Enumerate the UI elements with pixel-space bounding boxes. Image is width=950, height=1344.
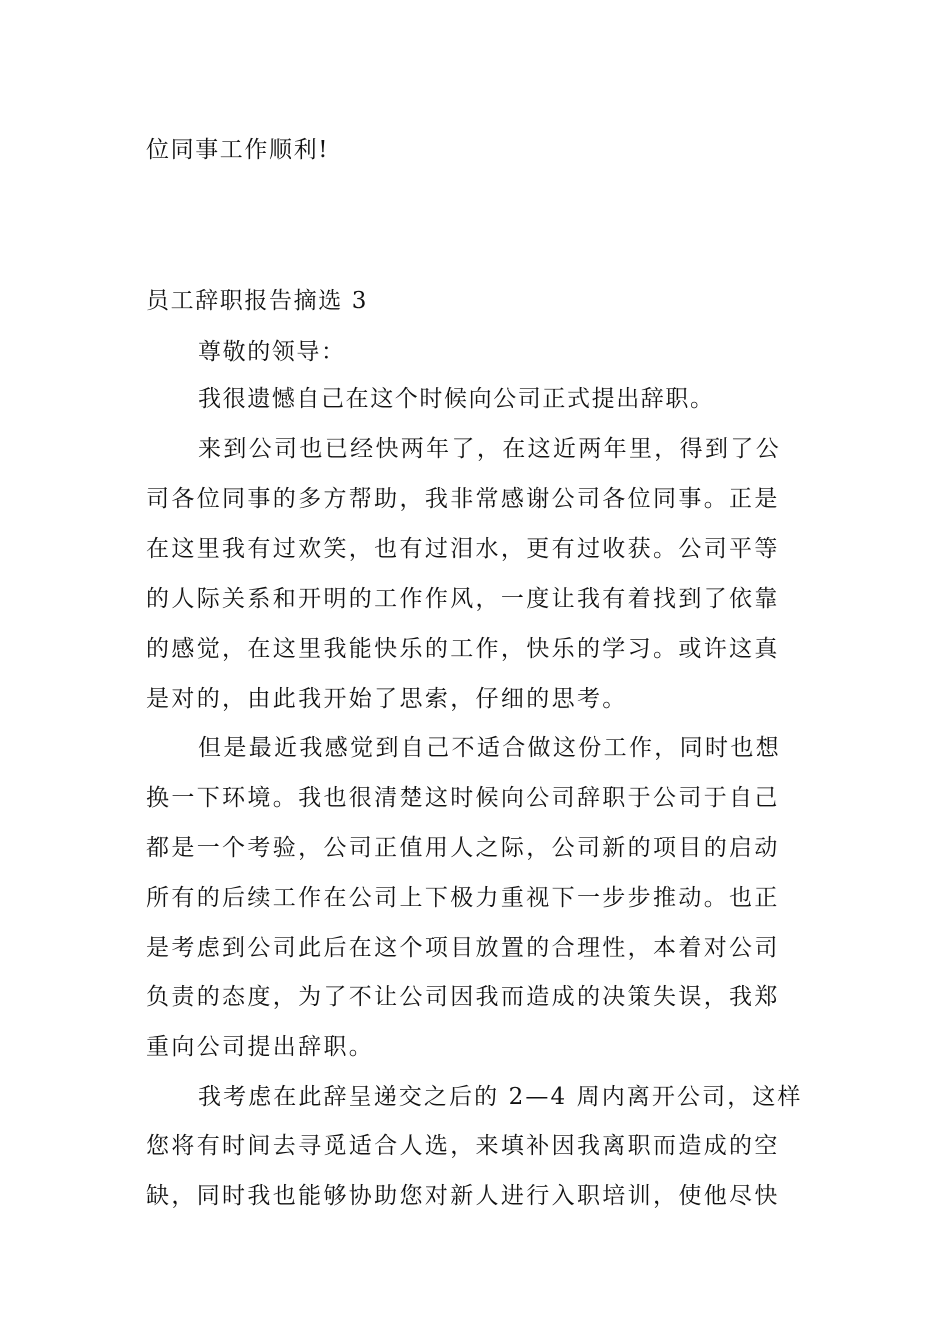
- paragraph-3-line: 所有的后续工作在公司上下极力重视下一步步推动。也正: [146, 885, 780, 911]
- paragraph-3-line: 重向公司提出辞职。: [146, 1034, 375, 1060]
- paragraph-2-line: 是对的，由此我开始了思索，仔细的思考。: [146, 686, 628, 712]
- paragraph-3-line: 是考虑到公司此后在这个项目放置的合理性，本着对公司: [146, 935, 780, 961]
- paragraph-3-line: 换一下环境。我也很清楚这时候向公司辞职于公司于自己: [146, 785, 780, 811]
- paragraph-4-line: 您将有时间去寻觅适合人选，来填补因我离职而造成的空: [146, 1133, 780, 1159]
- paragraph-4-line: 缺，同时我也能够协助您对新人进行入职培训，使他尽快: [146, 1183, 780, 1209]
- paragraph-2-line: 来到公司也已经快两年了，在这近两年里，得到了公: [198, 436, 782, 462]
- paragraph-2-line: 的人际关系和开明的工作作风，一度让我有着找到了依靠: [146, 586, 780, 612]
- section-title: 员工辞职报告摘选 3: [146, 288, 368, 314]
- paragraph-3-line: 负责的态度，为了不让公司因我而造成的决策失误，我郑: [146, 984, 780, 1010]
- paragraph-2-line: 在这里我有过欢笑，也有过泪水，更有过收获。公司平等: [146, 536, 780, 562]
- continued-line: 位同事工作顺利!: [146, 137, 330, 163]
- paragraph-2-line: 司各位同事的多方帮助，我非常感谢公司各位同事。正是: [146, 486, 780, 512]
- paragraph-3-line: 都是一个考验，公司正值用人之际，公司新的项目的启动: [146, 835, 780, 861]
- paragraph-4-line: 我考虑在此辞呈递交之后的 2—4 周内离开公司，这样: [198, 1084, 803, 1110]
- salutation: 尊敬的领导：: [198, 339, 346, 365]
- paragraph-2-line: 的感觉，在这里我能快乐的工作，快乐的学习。或许这真: [146, 636, 780, 662]
- paragraph-3-line: 但是最近我感觉到自己不适合做这份工作，同时也想: [198, 735, 782, 761]
- paragraph-1: 我很遗憾自己在这个时候向公司正式提出辞职。: [198, 386, 715, 412]
